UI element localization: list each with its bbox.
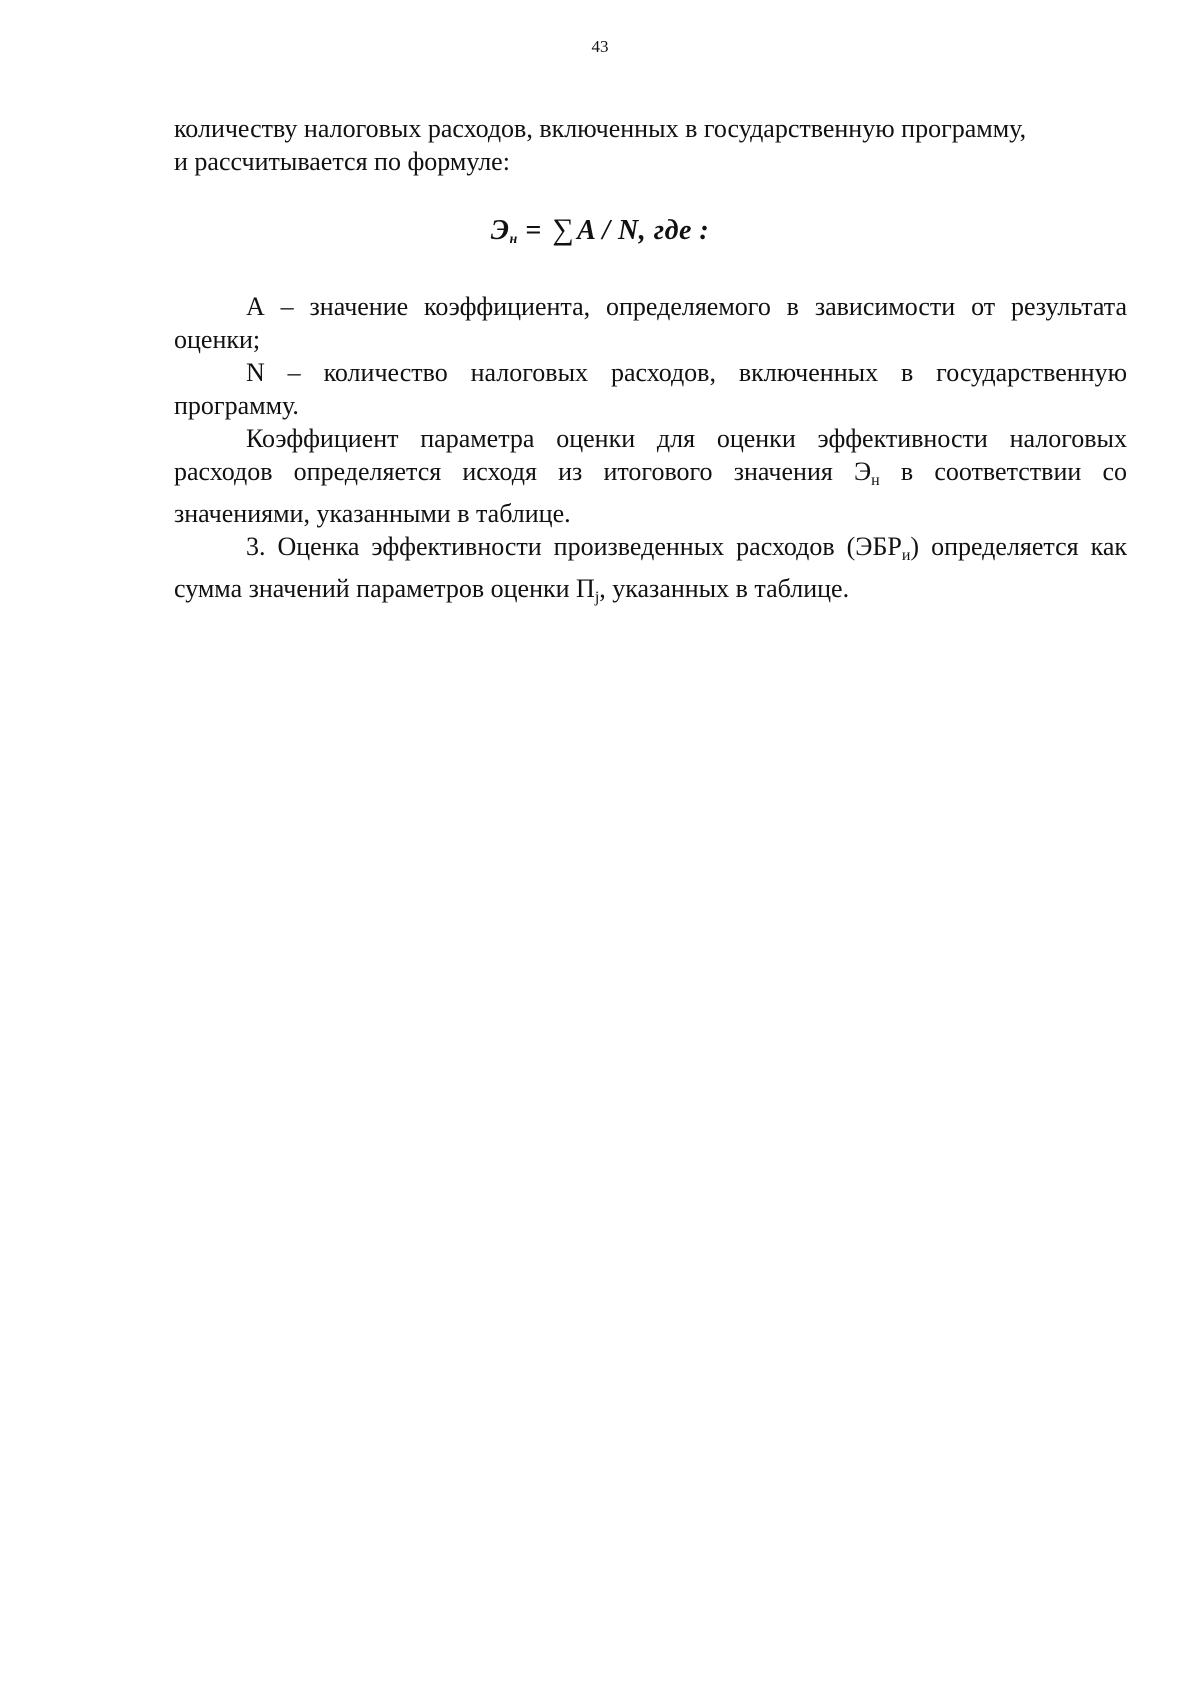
item-3-text-before: 3. Оценка эффективности произведенных расходов (ЭБР (246, 532, 902, 561)
coefficient-symbol: Э (854, 457, 872, 486)
formula-lhs: Э (490, 215, 510, 246)
formula (0, 210, 1200, 260)
definitions-block (174, 290, 1127, 614)
coefficient-paragraph (174, 422, 1127, 530)
coefficient-text-before: Коэффициент параметра оценки для оценки эффективности налоговых расходов определяется исходя из итогового значения (174, 424, 1127, 486)
intro-line-2: и рассчитывается по формуле: (174, 147, 510, 176)
formula-rhs: A / N, где : (577, 215, 710, 246)
intro-paragraph (174, 112, 1127, 178)
definition-n: N – количество налоговых расходов, включенных в государственную программу. (174, 358, 1127, 420)
formula-lhs-subscript: н (509, 232, 518, 247)
formula-equals: = (517, 215, 550, 246)
item-3-text-middle: ) определяется как сумма значений параметров оценки П (174, 532, 1127, 603)
item-3-text-after: , указанных в таблице. (599, 574, 850, 603)
item-3-paragraph (174, 530, 1127, 614)
definition-a: А – значение коэффициента, определяемого в зависимости от результата оценки; (174, 292, 1127, 354)
coefficient-text-after: в соответствии со значениями, указанными в таблице. (174, 457, 1127, 528)
coefficient-symbol-subscript: н (871, 472, 880, 489)
intro-line-1: количеству налоговых расходов, включенных в государственную программу, (174, 114, 1027, 143)
page-number: 43 (591, 37, 609, 56)
item-3-subscript-j: j (594, 589, 600, 606)
sigma-symbol: ∑ (552, 213, 575, 246)
item-3-subscript-i: и (901, 547, 911, 564)
